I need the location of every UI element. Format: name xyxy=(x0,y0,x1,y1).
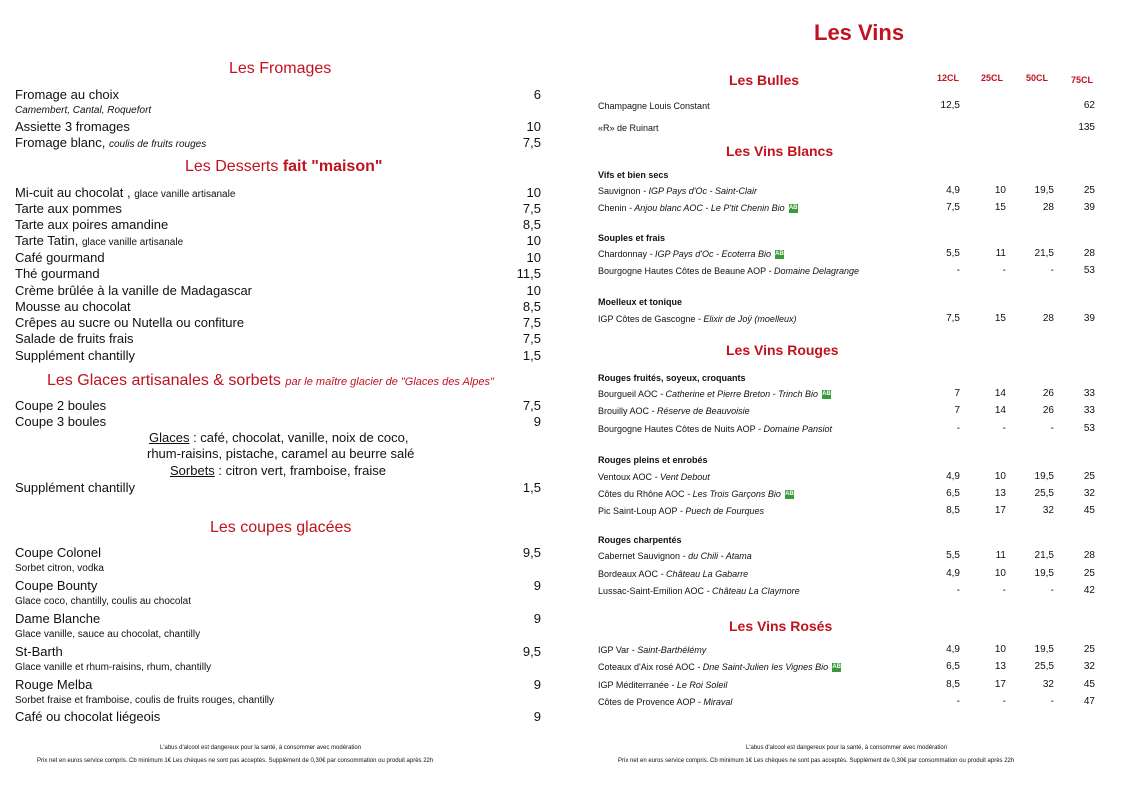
wine-price: 26 xyxy=(1042,388,1054,399)
dessert-name: Tarte aux pommes xyxy=(15,201,122,216)
bulles-title: Les Bulles xyxy=(729,72,800,88)
glaces-flavors-2: rhum-raisins, pistache, caramel au beurre salé xyxy=(147,446,415,461)
wine-price: 25,5 xyxy=(1034,488,1054,499)
col-75cl: 75CL xyxy=(1071,75,1094,85)
dessert-price: 10 xyxy=(526,250,541,265)
wine-row xyxy=(598,186,757,196)
wine-price: 33 xyxy=(1083,388,1095,399)
dessert-price: 10 xyxy=(526,185,541,200)
wine-detail: - Les Trois Garçons Bio xyxy=(687,489,781,499)
wine-name: IGP Côtes de Gascogne xyxy=(598,314,696,324)
wine-row xyxy=(598,123,659,133)
wine-row xyxy=(598,662,841,672)
wine-price: 10 xyxy=(994,644,1006,655)
wine-price: 11 xyxy=(995,550,1006,561)
wine-group-label: Rouges charpentés xyxy=(598,535,682,545)
coupe-3-boules: Coupe 3 boules xyxy=(15,414,107,429)
dessert-note: glace vanille artisanale xyxy=(134,189,236,200)
coupe-name: St-Barth xyxy=(15,644,63,659)
dessert-price: 11,5 xyxy=(516,266,541,281)
wine-price: 8,5 xyxy=(946,679,960,690)
vins-title: Les Vins xyxy=(814,20,905,45)
wine-price: 21,5 xyxy=(1034,248,1054,259)
dessert-price: 7,5 xyxy=(522,331,541,346)
fromage-blanc: Fromage blanc, coulis de fruits rouges xyxy=(15,135,207,150)
leaf-bio-icon: AB xyxy=(785,491,794,498)
dessert-item xyxy=(15,283,252,298)
dessert-item xyxy=(15,185,235,200)
coupe-name: Coupe Bounty xyxy=(15,578,98,593)
wine-group-label: Vifs et bien secs xyxy=(598,170,669,180)
wine-row xyxy=(598,645,706,655)
coupe-name: Coupe Colonel xyxy=(15,545,102,560)
wine-name: Ventoux AOC xyxy=(598,472,653,482)
coupe-price: 9,5 xyxy=(522,545,541,560)
wine-price: 21,5 xyxy=(1034,550,1054,561)
wine-price: 62 xyxy=(1083,100,1095,111)
coupe-desc: Sorbet fraise et framboise, coulis de fruits rouges, chantilly xyxy=(15,695,275,706)
glaces-supplement-price: 1,5 xyxy=(522,480,541,495)
wine-row xyxy=(598,472,710,482)
dessert-item xyxy=(15,315,244,330)
wine-price: 14 xyxy=(994,405,1006,416)
wine-detail: - IGP Pays d'Oc - Saint-Clair xyxy=(643,186,757,196)
right-footer-prix: Prix net en euros service compris. Cb minimum 1€ Les chèques ne sont pas acceptés. Supplément de 0,30€ par consommation ou produit après 22h xyxy=(618,758,1015,764)
wine-price: 5,5 xyxy=(946,248,960,259)
wine-price: 19,5 xyxy=(1034,644,1054,655)
wine-detail: - Domaine Delagrange xyxy=(768,266,860,276)
wine-price: 25 xyxy=(1083,471,1095,482)
wine-price: 7 xyxy=(954,405,960,416)
fromage-choix-price: 6 xyxy=(533,87,541,102)
dessert-name: Supplément chantilly xyxy=(15,348,135,363)
wine-detail: - Vent Debout xyxy=(654,472,710,482)
dessert-price: 7,5 xyxy=(522,315,541,330)
wine-price: 45 xyxy=(1083,679,1095,690)
dessert-price: 10 xyxy=(526,233,541,248)
dessert-item xyxy=(15,250,105,265)
wine-price: 39 xyxy=(1083,202,1095,213)
wine-name: Cabernet Sauvignon xyxy=(598,551,681,561)
dessert-name: Thé gourmand xyxy=(15,266,100,281)
wine-name: Côtes de Provence AOP xyxy=(598,697,696,707)
wine-price: 13 xyxy=(994,488,1006,499)
wine-detail: - Elixir de Joÿ (moelleux) xyxy=(697,314,797,324)
wine-row xyxy=(598,424,832,434)
coupes-title: Les coupes glacées xyxy=(210,519,352,536)
wine-price: 32 xyxy=(1042,679,1054,690)
coupe-name: Café ou chocolat liégeois xyxy=(15,709,161,724)
wine-row xyxy=(598,680,727,690)
wine-price: 28 xyxy=(1083,550,1095,561)
wine-detail: - Anjou blanc AOC - Le P'tit Chenin Bio xyxy=(629,203,785,213)
wine-price: 28 xyxy=(1083,248,1095,259)
left-footer-alcool: L'abus d'alcool est dangereux pour la santé, à consommer avec modération xyxy=(160,745,362,751)
wine-price: 17 xyxy=(994,505,1006,516)
glaces-flavors: Glaces : café, chocolat, vanille, noix de coco, xyxy=(149,430,409,445)
wine-price: 28 xyxy=(1042,202,1054,213)
wine-price: - xyxy=(1002,696,1006,707)
coupe-price: 9 xyxy=(533,677,541,692)
wine-name: Chardonnay xyxy=(598,249,648,259)
dessert-price: 10 xyxy=(526,283,541,298)
col-12cl: 12CL xyxy=(937,73,960,83)
desserts-title: Les Desserts fait "maison" xyxy=(185,158,383,175)
wine-detail: - Catherine et Pierre Breton - Trinch Bio xyxy=(660,389,818,399)
wine-price: 7 xyxy=(954,388,960,399)
coupe-price: 9 xyxy=(533,709,541,724)
wine-price: - xyxy=(956,696,960,707)
fromage-choix-note: Camembert, Cantal, Roquefort xyxy=(15,105,152,116)
wine-row xyxy=(598,266,859,276)
wine-price: 4,9 xyxy=(946,471,960,482)
coupe-desc: Glace vanille et rhum-raisins, rhum, chantilly xyxy=(15,662,212,673)
wine-price: 32 xyxy=(1083,488,1095,499)
coupe-3-boules-price: 9 xyxy=(533,414,541,429)
roses-title: Les Vins Rosés xyxy=(729,618,833,634)
wine-price: - xyxy=(1050,265,1054,276)
coupe-desc: Glace coco, chantilly, coulis au chocolat xyxy=(15,596,192,607)
wine-price: 53 xyxy=(1083,265,1095,276)
dessert-item xyxy=(15,201,122,216)
wine-name: Côtes du Rhône AOC xyxy=(598,489,685,499)
fromages-title: Les Fromages xyxy=(229,60,332,77)
wine-price: - xyxy=(1050,585,1054,596)
wine-price: 8,5 xyxy=(946,505,960,516)
blancs-title: Les Vins Blancs xyxy=(726,143,834,159)
wine-detail: - du Chili - Atama xyxy=(682,551,752,561)
wine-name: Bordeaux AOC xyxy=(598,569,659,579)
wine-name: IGP Méditerranée xyxy=(598,680,669,690)
wine-price: - xyxy=(956,585,960,596)
wine-price: 42 xyxy=(1083,585,1095,596)
dessert-item xyxy=(15,217,168,232)
wine-detail: - Réserve de Beauvoisie xyxy=(651,406,750,416)
coupe-price: 9 xyxy=(533,578,541,593)
wine-price: 19,5 xyxy=(1034,185,1054,196)
coupe-2-boules-price: 7,5 xyxy=(522,398,541,413)
dessert-name: Crème brûlée à la vanille de Madagascar xyxy=(15,283,253,298)
dessert-price: 8,5 xyxy=(522,217,541,232)
glaces-title: Les Glaces artisanales & sorbets par le maître glacier de "Glaces des Alpes" xyxy=(47,372,494,389)
wine-price: 32 xyxy=(1042,505,1054,516)
wine-price: - xyxy=(956,265,960,276)
wine-price: - xyxy=(956,423,960,434)
wine-price: 25 xyxy=(1083,644,1095,655)
wine-price: 10 xyxy=(994,471,1006,482)
wine-row xyxy=(598,314,796,324)
wine-row xyxy=(598,569,748,579)
wine-detail: - Puech de Fourques xyxy=(679,506,764,516)
wine-price: 4,9 xyxy=(946,185,960,196)
dessert-item xyxy=(15,299,131,314)
wine-detail: - IGP Pays d'Oc - Ecoterra Bio xyxy=(649,249,771,259)
wine-detail: - Saint-Barthélémy xyxy=(631,645,707,655)
wine-group-label: Rouges pleins et enrobés xyxy=(598,455,708,465)
wine-price: - xyxy=(1002,423,1006,434)
glaces-supplement: Supplément chantilly xyxy=(15,480,135,495)
dessert-name: Tarte aux poires amandine xyxy=(15,217,169,232)
wine-price: 28 xyxy=(1042,313,1054,324)
coupe-desc: Sorbet citron, vodka xyxy=(15,563,104,574)
dessert-name: Mi-cuit au chocolat , xyxy=(15,185,131,200)
dessert-item xyxy=(15,348,135,363)
wine-group-label: Souples et frais xyxy=(598,233,666,243)
wine-name: Brouilly AOC xyxy=(598,406,650,416)
wine-price: 26 xyxy=(1042,405,1054,416)
wine-price: 10 xyxy=(994,568,1006,579)
wine-name: Bourgueil AOC xyxy=(598,389,658,399)
wine-detail: - Domaine Pansiot xyxy=(757,424,832,434)
wine-row xyxy=(598,697,732,707)
wine-price: 5,5 xyxy=(946,550,960,561)
leaf-bio-icon: AB xyxy=(775,251,784,258)
coupe-2-boules: Coupe 2 boules xyxy=(15,398,107,413)
wine-detail: - Dne Saint-Julien les Vignes Bio xyxy=(697,662,829,672)
wine-price: 4,9 xyxy=(946,568,960,579)
wine-detail: - Le Roi Soleil xyxy=(671,680,728,690)
dessert-name: Salade de fruits frais xyxy=(15,331,134,346)
left-footer-prix: Prix net en euros service compris. Cb minimum 1€ Les chèques ne sont pas acceptés. Supplément de 0,30€ par consommation ou produit après 22h xyxy=(37,758,434,764)
dessert-price: 1,5 xyxy=(522,348,541,363)
wine-price: 15 xyxy=(994,313,1006,324)
wine-name: «R» de Ruinart xyxy=(598,123,659,133)
wine-price: - xyxy=(1050,423,1054,434)
wine-row xyxy=(598,406,750,416)
leaf-bio-icon: AB xyxy=(822,391,831,398)
wine-name: Coteaux d'Aix rosé AOC xyxy=(598,662,695,672)
wine-row xyxy=(598,249,784,259)
coupe-name: Dame Blanche xyxy=(15,611,101,626)
wine-price: - xyxy=(1002,585,1006,596)
wine-price: 15 xyxy=(994,202,1006,213)
fromage-choix: Fromage au choix xyxy=(15,87,120,102)
dessert-price: 8,5 xyxy=(522,299,541,314)
col-25cl: 25CL xyxy=(981,73,1004,83)
wine-price: 53 xyxy=(1083,423,1095,434)
rouges-title: Les Vins Rouges xyxy=(726,342,839,358)
fromage-blanc-price: 7,5 xyxy=(522,135,541,150)
wine-price: 7,5 xyxy=(946,202,960,213)
dessert-price: 7,5 xyxy=(522,201,541,216)
wine-row xyxy=(598,203,798,213)
wine-group-label: Rouges fruités, soyeux, croquants xyxy=(598,373,746,383)
wine-name: Bourgogne Hautes Côtes de Nuits AOP xyxy=(598,424,756,434)
dessert-note: glace vanille artisanale xyxy=(81,237,184,248)
right-footer-alcool: L'abus d'alcool est dangereux pour la santé, à consommer avec modération xyxy=(746,745,948,751)
wine-price: 12,5 xyxy=(940,100,960,111)
wine-price: 32 xyxy=(1083,661,1095,672)
dessert-name: Crêpes au sucre ou Nutella ou confiture xyxy=(15,315,245,330)
wine-group-label: Moelleux et tonique xyxy=(598,297,683,307)
wine-price: 39 xyxy=(1083,313,1095,324)
dessert-name: Café gourmand xyxy=(15,250,105,265)
wine-row xyxy=(598,389,831,399)
wine-row xyxy=(598,551,752,561)
wine-price: 17 xyxy=(994,679,1006,690)
assiette-fromages: Assiette 3 fromages xyxy=(15,119,130,134)
wine-price: 135 xyxy=(1078,122,1095,133)
wine-price: 19,5 xyxy=(1034,568,1054,579)
wine-price: 4,9 xyxy=(946,644,960,655)
coupe-desc: Glace vanille, sauce au chocolat, chantilly xyxy=(15,629,201,640)
wine-price: 47 xyxy=(1083,696,1095,707)
wine-price: 14 xyxy=(994,388,1006,399)
wine-row xyxy=(598,101,710,111)
wine-price: 33 xyxy=(1083,405,1095,416)
dessert-name: Mousse au chocolat xyxy=(15,299,131,314)
wine-price: 6,5 xyxy=(946,488,960,499)
sorbets-flavors: Sorbets : citron vert, framboise, fraise xyxy=(170,463,387,478)
wine-detail: - Miraval xyxy=(697,697,733,707)
wine-price: 7,5 xyxy=(946,313,960,324)
wine-detail: - Château La Gabarre xyxy=(660,569,749,579)
leaf-bio-icon: AB xyxy=(832,664,842,671)
dessert-name: Tarte Tatin, xyxy=(15,233,79,248)
wine-name: Chenin xyxy=(598,203,627,213)
leaf-bio-icon: AB xyxy=(788,205,798,212)
wine-name: Champagne Louis Constant xyxy=(598,101,710,111)
wine-name: IGP Var xyxy=(598,645,630,655)
wine-name: Pic Saint-Loup AOP xyxy=(598,506,678,516)
col-50cl: 50CL xyxy=(1026,73,1049,83)
wine-name: Bourgogne Hautes Côtes de Beaune AOP xyxy=(598,266,766,276)
wine-price: 6,5 xyxy=(946,661,960,672)
wine-name: Lussac-Saint-Emilion AOC xyxy=(598,586,705,596)
wine-price: - xyxy=(1050,696,1054,707)
wine-price: 25,5 xyxy=(1034,661,1054,672)
wine-detail: - Château La Claymore xyxy=(706,586,800,596)
coupe-name: Rouge Melba xyxy=(15,677,93,692)
dessert-item xyxy=(15,233,183,248)
wine-price: 45 xyxy=(1083,505,1095,516)
dessert-item xyxy=(15,331,134,346)
assiette-fromages-price: 10 xyxy=(526,119,541,134)
wine-price: 19,5 xyxy=(1034,471,1054,482)
wine-row xyxy=(598,489,794,499)
dessert-item xyxy=(15,266,100,281)
coupe-price: 9,5 xyxy=(522,644,541,659)
wine-row xyxy=(598,506,764,516)
wine-row xyxy=(598,586,800,596)
wine-price: 13 xyxy=(994,661,1006,672)
wine-price: 25 xyxy=(1083,185,1095,196)
coupe-price: 9 xyxy=(533,611,541,626)
wine-price: 10 xyxy=(994,185,1006,196)
wine-price: 11 xyxy=(995,248,1006,259)
wine-price: - xyxy=(1002,265,1006,276)
wine-price: 25 xyxy=(1083,568,1095,579)
wine-name: Sauvignon xyxy=(598,186,641,196)
